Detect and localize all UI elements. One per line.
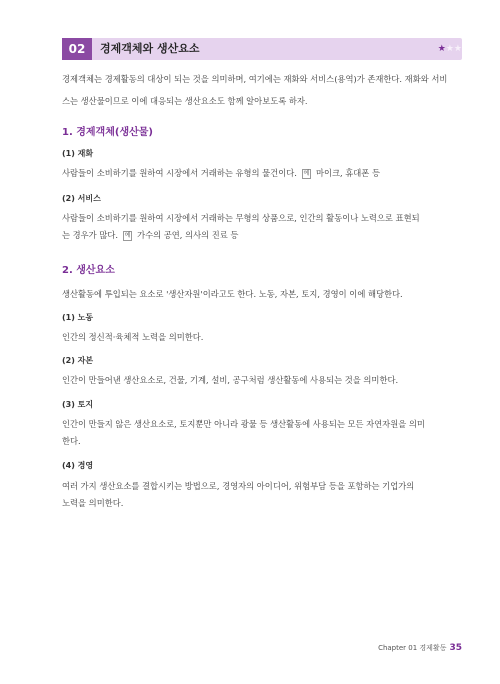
example-mark: 예 — [124, 231, 131, 239]
goods-example: 마이크, 휴대폰 등 — [315, 168, 380, 178]
goods-title: (1) 재화 — [62, 149, 94, 158]
capital-text: 인간이 만들어낸 생산요소로, 건물, 기계, 설비, 공구처럼 생산활동에 사용되는 것을 의미한다. — [62, 375, 399, 385]
management-text-line2: 노력을 의미한다. — [62, 498, 124, 508]
services-example: 가수의 공연, 의사의 진료 등 — [137, 230, 239, 240]
page-footer — [378, 643, 462, 653]
goods-text — [62, 162, 462, 184]
goods-definition: 사람들이 소비하기를 원하여 시장에서 거래하는 유형의 물건이다. — [62, 168, 297, 178]
land-text-line2: 한다. — [62, 436, 81, 446]
section-number: 02 — [62, 38, 92, 60]
services-definition-end: 는 경우가 많다. — [62, 230, 119, 240]
services-text-line1: 사람들이 소비하기를 원하여 시장에서 거래하는 무형의 상품으로, 인간의 활동이나 노력으로 표현되 — [62, 213, 420, 223]
section-header-title: 경제객체와 생산요소 — [100, 42, 200, 55]
management-text-line1: 여러 가지 생산요소를 결합시키는 방법으로, 경영자의 아이디어, 위험부담 등을 포함하는 기업가의 — [62, 481, 415, 491]
capital-title: (2) 자본 — [62, 356, 94, 365]
difficulty-stars — [438, 38, 462, 60]
intro-paragraph-line1: 경제객체는 경제활동의 대상이 되는 것을 의미하며, 여기에는 재화와 서비스(용역)가 존재한다. 재화와 서비 — [62, 74, 448, 84]
land-title: (3) 토지 — [62, 400, 94, 409]
land-text-line1: 인간이 만들지 않은 생산요소로, 토지뿐만 아니라 광물 등 생산활동에 사용되는 모든 자연자원을 의미 — [62, 419, 425, 429]
section2-intro: 생산활동에 투입되는 요소로 '생산자원'이라고도 한다. 노동, 자본, 토지, 경영이 이에 해당한다. — [62, 289, 403, 299]
services-text-line2 — [62, 224, 462, 246]
chapter-label: Chapter 01 경제활동 — [378, 644, 447, 652]
section2-title: 2. 생산요소 — [62, 265, 115, 276]
star-filled-icon: ★ — [437, 44, 446, 54]
intro-paragraph-line2: 스는 생산물이므로 이에 대응되는 생산요소도 함께 알아보도록 하자. — [62, 96, 308, 106]
management-title: (4) 경영 — [62, 461, 94, 470]
labor-title: (1) 노동 — [62, 313, 94, 322]
services-title: (2) 서비스 — [62, 194, 101, 203]
star-empty-icon: ★★ — [445, 44, 462, 54]
example-mark: 예 — [303, 169, 310, 177]
section1-title: 1. 경제객체(생산물) — [62, 127, 153, 138]
labor-text: 인간의 정신적·육체적 노력을 의미한다. — [62, 332, 204, 342]
page-number: 35 — [449, 643, 462, 653]
